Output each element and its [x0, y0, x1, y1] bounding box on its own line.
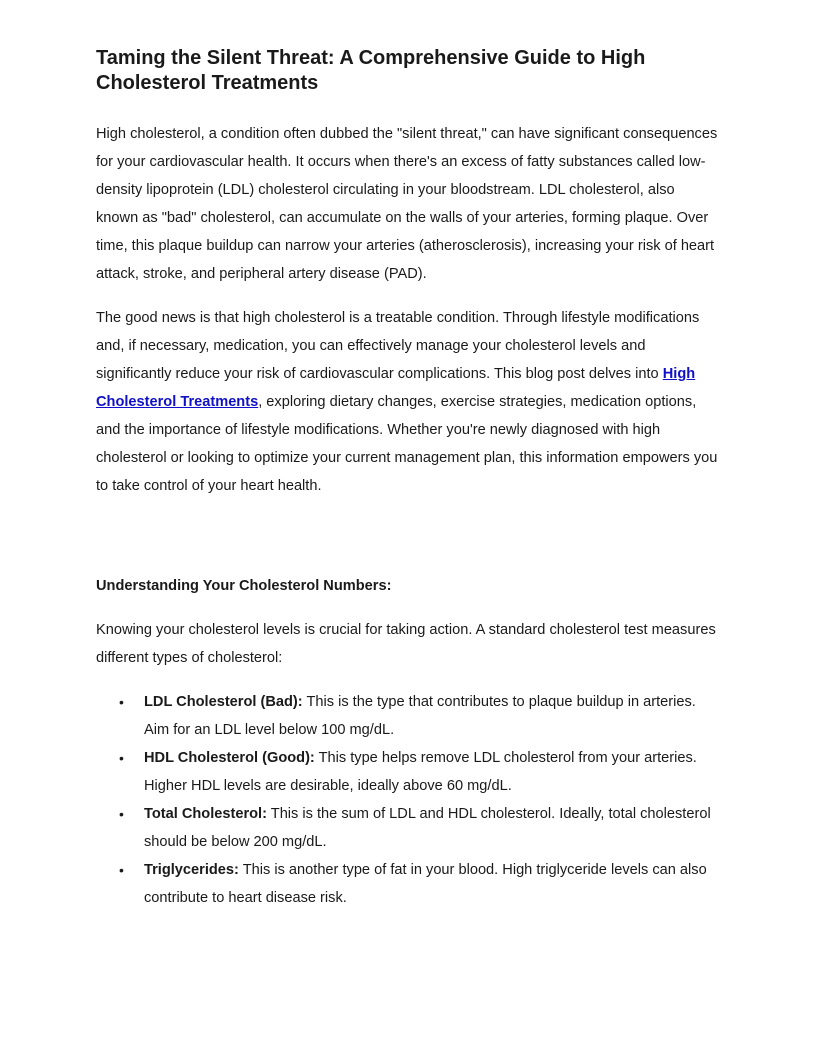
high-cholesterol-treatments-link[interactable]: High Cholesterol Treatments	[96, 366, 696, 410]
second-paragraph-text-before-link: The good news is that high cholesterol is a treatable condition. Through lifestyle modifications and, if necessary, medication, you can effectively manage your cholesterol levels and significantly reduce your risk of cardiovascular complications. This blog post delves into	[96, 310, 700, 382]
list-item-text: This is another type of fat in your blood. High triglyceride levels can also contribute to heart disease risk.	[144, 862, 707, 906]
list-item-term: HDL Cholesterol (Good):	[144, 750, 315, 766]
list-item-total	[119, 800, 720, 856]
second-paragraph	[96, 304, 720, 500]
cholesterol-types-list	[96, 688, 720, 912]
list-item-ldl	[119, 688, 720, 744]
section-spacer	[96, 516, 720, 572]
section-heading: Understanding Your Cholesterol Numbers:	[96, 578, 392, 594]
list-item-hdl	[119, 744, 720, 800]
bullet-icon: •	[119, 750, 124, 766]
section-paragraph: Knowing your cholesterol levels is crucial for taking action. A standard cholesterol test measures different types of cholesterol:	[96, 622, 716, 666]
list-item-triglycerides	[119, 856, 720, 912]
list-item-text: This is the type that contributes to plaque buildup in arteries. Aim for an LDL level below 100 mg/dL.	[144, 694, 696, 738]
second-paragraph-text-after-link: , exploring dietary changes, exercise strategies, medication options, and the importance of lifestyle modifications. Whether you're newly diagnosed with high cholesterol or looking to optimize your current management plan, this information empowers you to take control of your heart health.	[96, 394, 718, 494]
list-item-text: This is the sum of LDL and HDL cholesterol. Ideally, total cholesterol should be below 200 mg/dL.	[144, 806, 711, 850]
list-item-text: This type helps remove LDL cholesterol from your arteries. Higher HDL levels are desirable, ideally above 60 mg/dL.	[144, 750, 697, 794]
list-item-term: LDL Cholesterol (Bad):	[144, 694, 303, 710]
bullet-icon: •	[119, 694, 124, 710]
list-item-term: Total Cholesterol:	[144, 806, 267, 822]
list-item-term: Triglycerides:	[144, 862, 239, 878]
intro-paragraph: High cholesterol, a condition often dubbed the "silent threat," can have significant consequences for your cardiovascular health. It occurs when there's an excess of fatty substances called low-density lipoprotein (LDL) cholesterol circulating in your bloodstream. LDL cholesterol, also known as "bad" cholesterol, can accumulate on the walls of your arteries, forming plaque. Over time, this plaque buildup can narrow your arteries (atherosclerosis), increasing your risk of heart attack, stroke, and peripheral artery disease (PAD).	[96, 126, 718, 282]
bullet-icon: •	[119, 862, 124, 878]
document-page	[96, 46, 720, 912]
page-title: Taming the Silent Threat: A Comprehensive Guide to High Cholesterol Treatments	[96, 47, 646, 94]
bullet-icon: •	[119, 806, 124, 822]
